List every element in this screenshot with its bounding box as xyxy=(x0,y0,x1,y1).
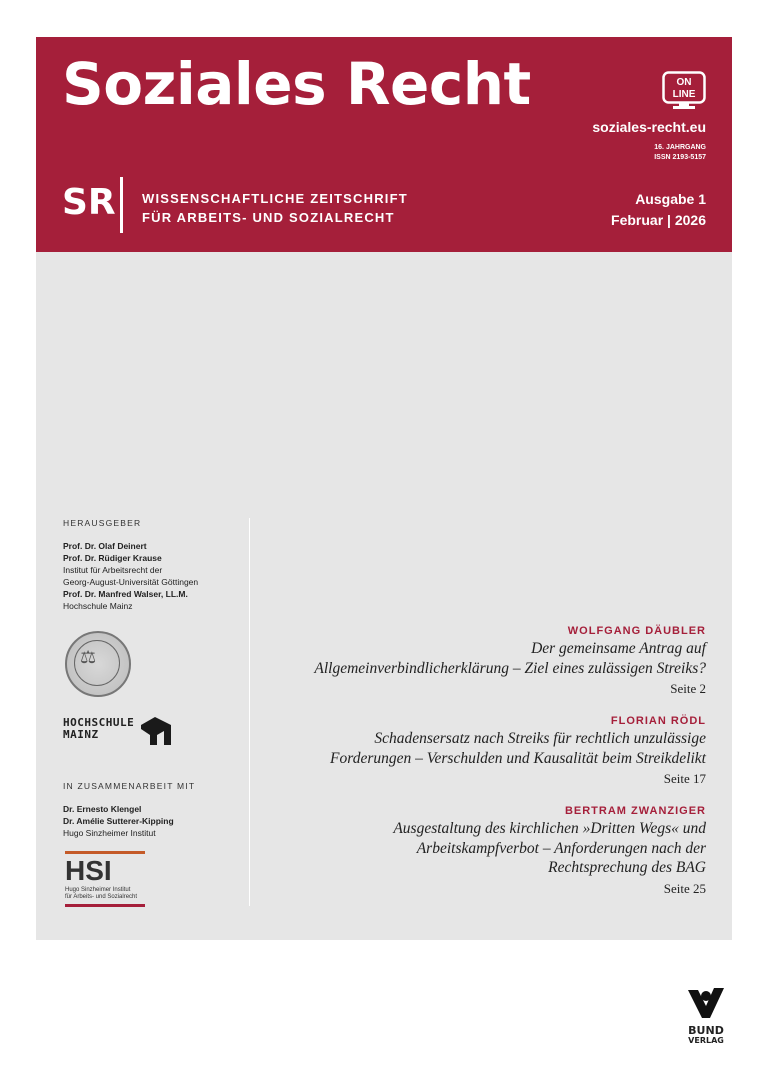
issue-info xyxy=(611,189,706,231)
editors-line: Georg-August-Universität Göttingen xyxy=(63,577,199,587)
article-title-line: Ausgestaltung des kirchlichen »Dritten Wegs« und xyxy=(393,820,706,837)
cooperation-list xyxy=(63,803,263,839)
volume-info xyxy=(654,143,706,163)
article-title-line: Allgemeinverbindlicherklärung – Ziel eines zulässigen Streiks? xyxy=(314,659,706,677)
table-of-contents xyxy=(236,623,706,913)
editors-line: Hochschule Mainz xyxy=(63,601,133,611)
article-author: BERTRAM ZWANZIGER xyxy=(564,805,706,817)
editors-list xyxy=(63,540,253,612)
editors-line: Prof. Dr. Olaf Deinert xyxy=(63,541,147,551)
editors-line: Prof. Dr. Rüdiger Krause xyxy=(63,553,162,563)
article-author: FLORIAN RÖDL xyxy=(610,715,706,727)
article-title-line: Rechtsprechung des BAG xyxy=(548,859,706,876)
editors-block xyxy=(63,518,253,612)
cooperation-block xyxy=(63,781,263,839)
editors-line: Prof. Dr. Manfred Walser, LL.M. xyxy=(63,589,188,599)
article-entry[interactable] xyxy=(236,623,706,698)
subtitle-line-2: FÜR ARBEITS- UND SOZIALRECHT xyxy=(142,210,395,225)
article-page: Seite 2 xyxy=(670,681,706,696)
university-seal-icon: ⚖ xyxy=(65,631,131,697)
cooperation-line: Dr. Amélie Sutterer-Kipping xyxy=(63,816,174,826)
cooperation-heading: IN ZUSAMMENARBEIT MIT xyxy=(63,781,196,791)
cooperation-line: Hugo Sinzheimer Institut xyxy=(63,828,156,838)
issue-number: Ausgabe 1 xyxy=(635,191,706,207)
online-icon xyxy=(662,71,706,111)
cooperation-line: Dr. Ernesto Klengel xyxy=(63,804,142,814)
hsi-name: Hugo Sinzheimer Institut für Arbeits- und Sozialrecht xyxy=(65,887,138,900)
article-entry[interactable] xyxy=(236,713,706,788)
website-url: soziales-recht.eu xyxy=(592,119,706,135)
article-title-line: Forderungen – Verschulden und Kausalität beim Streikdelikt xyxy=(330,749,706,767)
issn: ISSN 2193-5157 xyxy=(654,154,706,161)
journal-abbreviation: SR xyxy=(62,182,116,223)
article-page: Seite 17 xyxy=(663,771,706,786)
journal-header xyxy=(36,37,732,252)
svg-text:LINE: LINE xyxy=(672,89,696,100)
article-page: Seite 25 xyxy=(663,880,706,896)
bund-verlag-icon xyxy=(684,986,728,1020)
abbreviation-divider xyxy=(120,177,123,233)
article-title-line: Der gemeinsame Antrag auf xyxy=(531,640,706,657)
svg-text:ON: ON xyxy=(676,77,692,88)
article-title-line: Schadensersatz nach Streiks für rechtlich unzulässige xyxy=(374,730,706,747)
volume-year: 16. JAHRGANG xyxy=(654,144,706,151)
editors-line: Institut für Arbeitsrecht der xyxy=(63,565,163,575)
journal-subtitle xyxy=(142,189,408,227)
issue-date: Februar | 2026 xyxy=(611,212,706,228)
editors-heading: HERAUSGEBER xyxy=(63,518,142,528)
hochschule-mainz-logo xyxy=(63,717,134,741)
article-author: WOLFGANG DÄUBLER xyxy=(567,625,706,637)
hochschule-mainz-text: HOCHSCHULE MAINZ xyxy=(63,716,135,741)
article-title-line: Arbeitskampfverbot – Anforderungen nach der xyxy=(416,839,706,857)
article-entry[interactable] xyxy=(236,803,706,898)
hsi-abbreviation: HSI xyxy=(65,855,112,886)
bund-verlag-logo: BUND VERLAG xyxy=(684,986,728,1045)
journal-title: Soziales Recht xyxy=(62,50,531,118)
hochschule-mainz-icon xyxy=(139,715,173,747)
content-panel xyxy=(36,252,732,940)
hsi-logo xyxy=(65,851,145,907)
subtitle-line-1: WISSENSCHAFTLICHE ZEITSCHRIFT xyxy=(142,191,408,206)
